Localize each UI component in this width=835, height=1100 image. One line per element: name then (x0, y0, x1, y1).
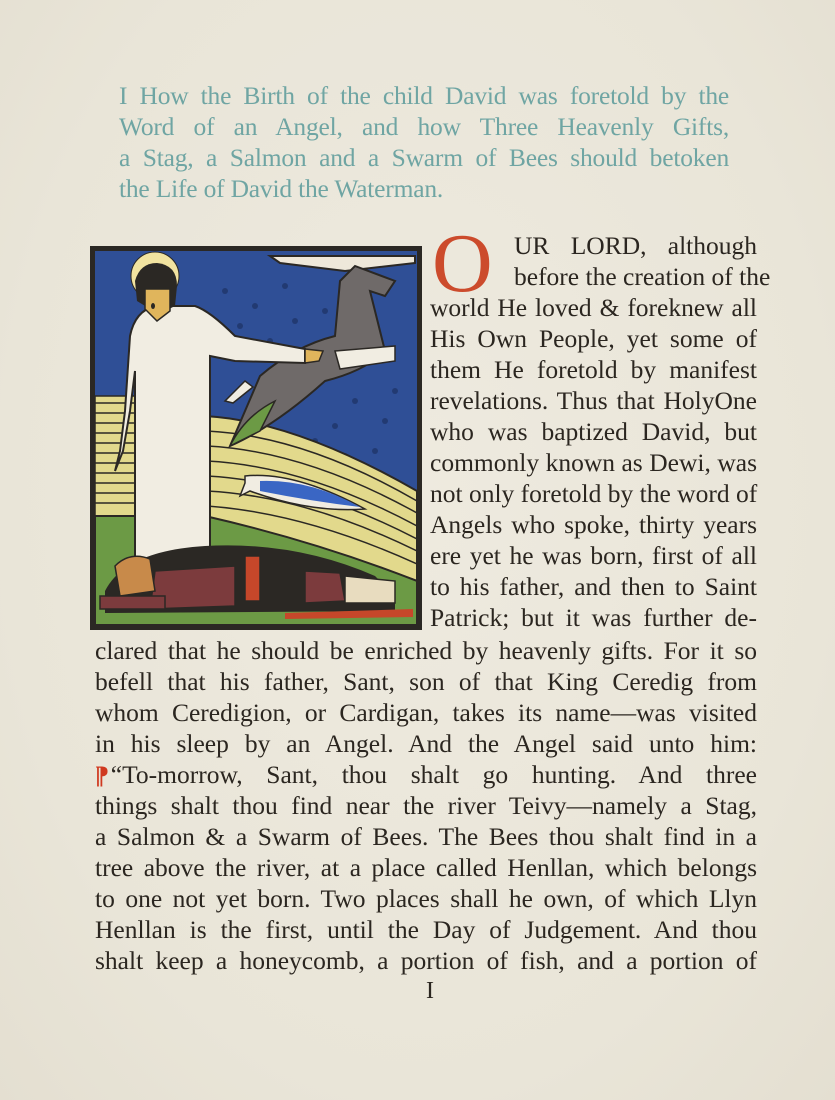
text-line: to one not yet born. Two places shall he own, of which Llyn (95, 884, 757, 913)
drop-cap: O (432, 217, 493, 310)
paragraph-mark-icon: ¶ (95, 760, 109, 789)
text-line: clared that he should be enriched by heavenly gifts. For it so (95, 636, 757, 665)
text-line: in his sleep by an Angel. And the Angel said unto him: (95, 729, 757, 758)
text-line: befell that his father, Sant, son of that King Ceredig from (95, 667, 757, 696)
text-line: Angels who spoke, thirty years (430, 510, 757, 539)
text-line: Patrick; but it was further de- (430, 603, 757, 632)
text-line: world He loved & foreknew all (430, 293, 757, 322)
text-line: commonly known as Dewi, was (430, 448, 757, 477)
text-line: who was baptized David, but (430, 417, 757, 446)
text-line: before the creation of the (514, 262, 771, 291)
text-line: things shalt thou find near the river Teivy—namely a Stag, (95, 791, 757, 820)
text-line: ere yet he was born, first of all (430, 541, 757, 570)
text-line: tree above the river, at a place called Henllan, which belongs (95, 853, 757, 882)
heading-line: Word of an Angel, and how Three Heavenly Gifts, (119, 112, 729, 141)
text-line: “To-morrow, Sant, thou shalt go hunting. And three (110, 760, 757, 789)
text-line: Henllan is the first, until the Day of Judgement. And thou (95, 915, 757, 944)
text-line: revelations. Thus that HolyOne (430, 386, 757, 415)
heading-line: the Life of David the Waterman. (119, 174, 444, 203)
text-line-with-paragraph-mark (95, 759, 757, 790)
text-line: them He foretold by manifest (430, 355, 757, 384)
chapter-heading (119, 80, 729, 204)
woodcut-illustration (90, 246, 422, 630)
text-line: UR LORD, although (514, 231, 757, 260)
angel-stag-salmon-illustration (95, 251, 417, 625)
page-number: I (426, 978, 434, 1004)
text-line: to his father, and then to Saint (430, 572, 757, 601)
text-line: shalt keep a honeycomb, a portion of fish, and a portion of (95, 946, 757, 975)
heading-line: a Stag, a Salmon and a Swarm of Bees should betoken (119, 143, 729, 172)
text-line: not only foretold by the word of (430, 479, 758, 508)
text-line: His Own People, yet some of (430, 324, 757, 353)
text-line: a Salmon & a Swarm of Bees. The Bees thou shalt find in a (95, 822, 757, 851)
text-line: whom Ceredigion, or Cardigan, takes its name—was visited (95, 698, 757, 727)
heading-line: I How the Birth of the child David was foretold by the (119, 81, 729, 110)
